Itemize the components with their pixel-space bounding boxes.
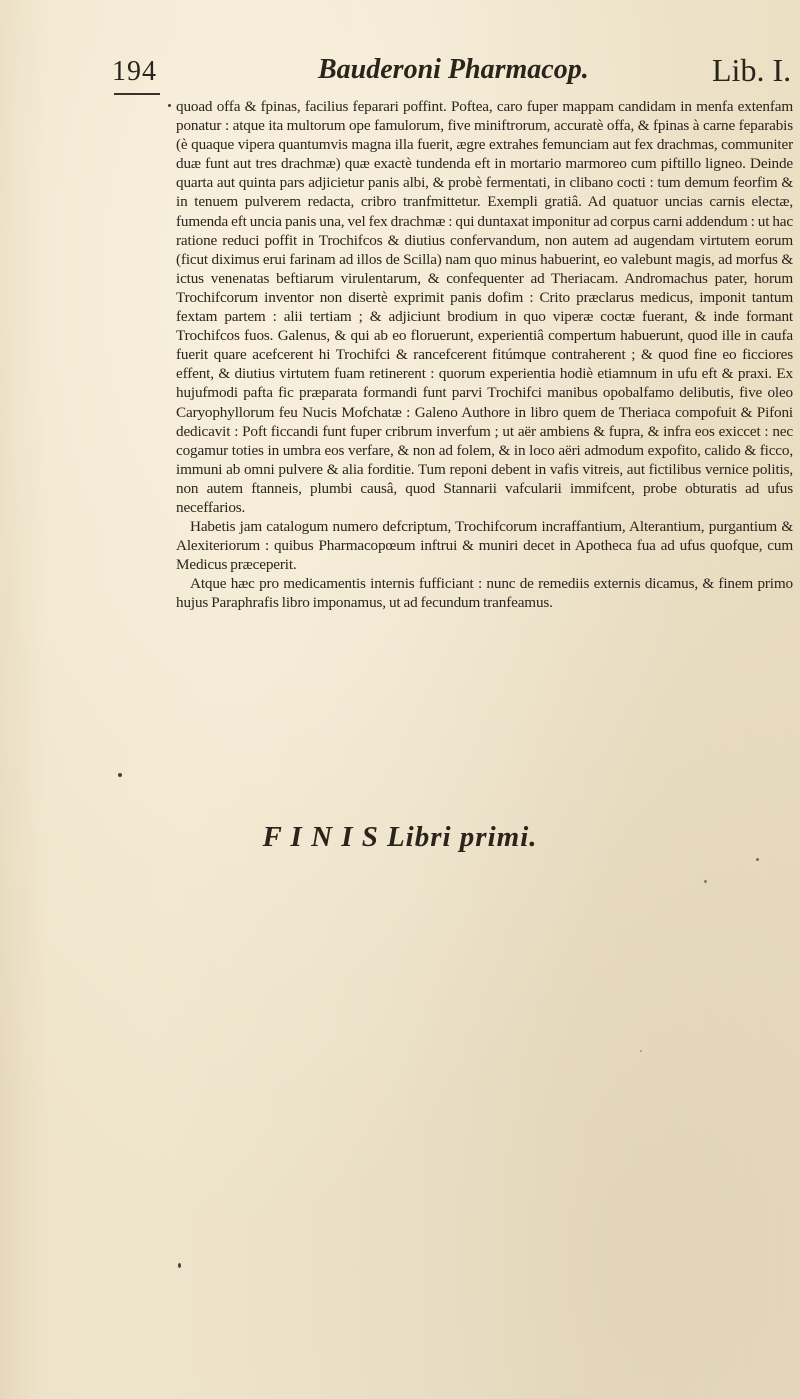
paper-speck — [118, 773, 122, 777]
page-number-rule — [114, 93, 160, 95]
page-number: 194 — [112, 56, 157, 87]
finis-line — [0, 821, 800, 854]
running-title: Bauderoni Pharmacop. — [318, 54, 589, 85]
paper-speck — [178, 1263, 181, 1268]
paragraph-catalogue: Habetis jam catalogum numero defcriptum, Trochifcorum incraffantium, Alterantium, purgantium & Alexiteriorum : quibus Pharmacopœum inftrui & muniri decet in Apotheca fua ad ufus quofque, cum Medicus præceperit. — [176, 518, 793, 574]
paper-speck — [704, 880, 707, 883]
body-text — [176, 97, 793, 613]
paper-speck — [640, 1050, 642, 1052]
paper-speck — [756, 858, 759, 861]
page-header — [0, 48, 800, 98]
book-label: Lib. I. — [712, 52, 792, 88]
finis-word: F I N I S — [262, 821, 379, 853]
paper-speck — [168, 104, 171, 107]
paragraph-continuation: quoad offa & fpinas, facilius feparari poffint. Poftea, caro fuper mappam candidam in menfa extenfam ponatur : atque ita multorum ope famulorum, five miniftrorum, accuratè offa, & fpinas à carne feparabis (è quaque vipera quantumvis magna illa fuerit, ægre extrahes femunciam aut fex drachmas, communiter duæ funt aut tres drachmæ) quæ exactè tundenda eft in mortario marmoreo cum piftillo ligneo. Deinde quarta aut quinta pars adjicietur panis albi, & probè fermentati, in clibano cocti : tum demum feorfim & in tenuem pulverem redacta, cribro tranfmittetur. Exempli gratiâ. Ad quatuor uncias carnis electæ, fumenda eft uncia panis una, vel fex drachmæ : qui duntaxat imponitur ad corpus carni addendum : ut hac ratione reduci poffit in Trochifcos & diutius confervandum, non autem ad augendam virtutem eorum (ficut diximus erui farinam ad illos de Scilla) nam quo minus habuerint, eo valebunt magis, ad morfus & ictus venenatas beftiarum virulentarum, & confequenter ad Theriacam. Andromachus pater, horum Trochifcorum inventor non disertè exprimit panis dofim : Crito præclarus medicus, imponit tantum fextam partem : alii tertiam ; & adjiciunt brodium in quo viperæ coctæ fuerant, & inde formant Trochifcos fuos. Galenus, & qui ab eo floruerunt, experientiâ compertum habuerunt, quod ille in caufa fuerit quare acefcerent hi Trochifci & rancefcerent fitúmque contraherent ; & quod fine eo ficciores effent, & diutius virtutem fuam retinerent : quorum experientia hodiè etiamnum in ufu eft & praxi. Ex hujufmodi pafta fic præparata formandi funt parvi Trochifci manibus opobalfamo delibutis, five oleo Caryophyllorum feu Nucis Mofchatæ : Galeno Authore in libro quem de Theriaca compofuit & Pifoni dedicavit : Poft ficcandi funt fuper cribrum inverfum ; ut aër ambiens & fupra, & infra eos exiccet : nec cogamur toties in umbra eos verfare, & non ad folem, & in loco aëri admodum expofito, calido & ficco, immuni ab omni pulvere & alia forditie. Tum reponi debent in vafis vitreis, aut fictilibus vernice politis, non autem ftanneis, plumbi causâ, quod Stannarii vafcularii immifcent, probe obturatis ad ufus neceffarios. — [176, 98, 793, 516]
finis-subtitle: Libri primi. — [386, 821, 538, 853]
paragraph-closing: Atque hæc pro medicamentis internis fufficiant : nunc de remediis externis dicamus, & finem primo hujus Paraphrafis libro imponamus, ut ad fecundum tranfeamus. — [176, 575, 793, 612]
